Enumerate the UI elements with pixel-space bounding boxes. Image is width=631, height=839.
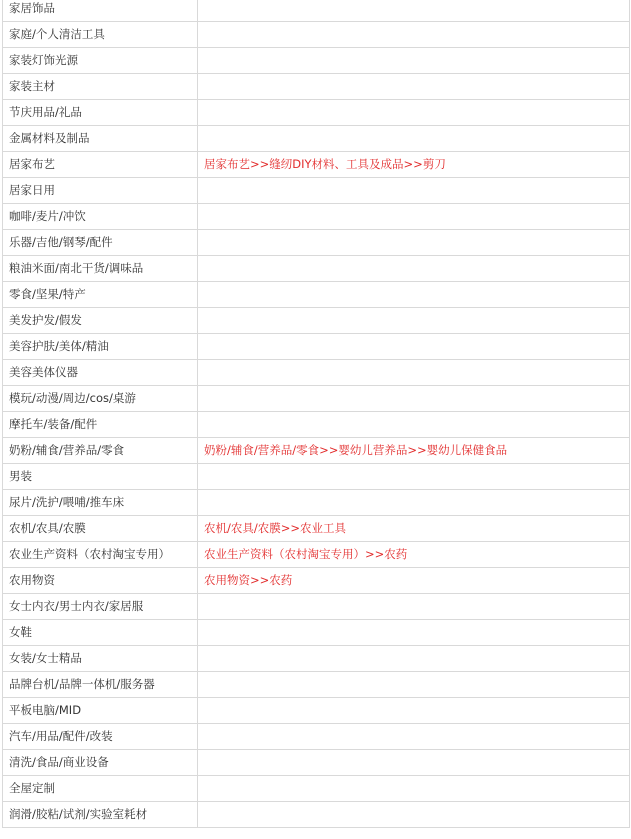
category-cell: 模玩/动漫/周边/cos/桌游 <box>3 386 198 412</box>
category-cell: 奶粉/辅食/营养品/零食 <box>3 438 198 464</box>
category-cell: 女鞋 <box>3 620 198 646</box>
table-row <box>3 360 630 386</box>
table-row <box>3 438 630 464</box>
category-cell: 节庆用品/礼品 <box>3 100 198 126</box>
category-path-cell: 农机/农具/农膜>>农业工具 <box>198 516 630 542</box>
table-row <box>3 672 630 698</box>
category-path-cell <box>198 698 630 724</box>
category-path-cell <box>198 74 630 100</box>
category-path-cell <box>198 126 630 152</box>
table-row <box>3 48 630 74</box>
table-row <box>3 620 630 646</box>
category-path-cell <box>198 646 630 672</box>
category-cell: 润滑/胶粘/试剂/实验室耗材 <box>3 802 198 828</box>
table-row <box>3 776 630 802</box>
category-cell: 男装 <box>3 464 198 490</box>
category-cell: 农业生产资料（农村淘宝专用） <box>3 542 198 568</box>
category-cell: 乐器/吉他/钢琴/配件 <box>3 230 198 256</box>
table-row <box>3 490 630 516</box>
table-row <box>3 178 630 204</box>
category-cell: 家居饰品 <box>3 0 198 22</box>
category-path-cell <box>198 386 630 412</box>
category-cell: 家庭/个人清洁工具 <box>3 22 198 48</box>
category-cell: 美发护发/假发 <box>3 308 198 334</box>
category-cell: 美容美体仪器 <box>3 360 198 386</box>
category-table-body <box>3 0 630 828</box>
category-cell: 金属材料及制品 <box>3 126 198 152</box>
category-cell: 尿片/洗护/喂哺/推车床 <box>3 490 198 516</box>
table-row <box>3 386 630 412</box>
table-row <box>3 646 630 672</box>
category-path-cell: 农用物资>>农药 <box>198 568 630 594</box>
category-path-cell: 奶粉/辅食/营养品/零食>>婴幼儿营养品>>婴幼儿保健食品 <box>198 438 630 464</box>
category-cell: 全屋定制 <box>3 776 198 802</box>
category-cell: 女士内衣/男士内衣/家居服 <box>3 594 198 620</box>
category-cell: 品牌台机/品牌一体机/服务器 <box>3 672 198 698</box>
category-path-cell <box>198 672 630 698</box>
category-cell: 汽车/用品/配件/改装 <box>3 724 198 750</box>
table-row <box>3 802 630 828</box>
category-cell: 家装主材 <box>3 74 198 100</box>
category-path-cell <box>198 750 630 776</box>
table-row <box>3 698 630 724</box>
table-row <box>3 0 630 22</box>
category-cell: 粮油米面/南北干货/调味品 <box>3 256 198 282</box>
category-path-cell: 农业生产资料（农村淘宝专用）>>农药 <box>198 542 630 568</box>
category-path-cell <box>198 360 630 386</box>
category-path-cell <box>198 620 630 646</box>
table-row <box>3 516 630 542</box>
category-path-cell <box>198 22 630 48</box>
table-row <box>3 74 630 100</box>
category-path-cell <box>198 594 630 620</box>
table-row <box>3 22 630 48</box>
category-cell: 零食/坚果/特产 <box>3 282 198 308</box>
category-path-cell <box>198 0 630 22</box>
category-path-cell <box>198 412 630 438</box>
category-path-cell <box>198 204 630 230</box>
category-cell: 咖啡/麦片/冲饮 <box>3 204 198 230</box>
table-row <box>3 256 630 282</box>
category-cell: 美容护肤/美体/精油 <box>3 334 198 360</box>
category-path-cell <box>198 776 630 802</box>
category-cell: 农用物资 <box>3 568 198 594</box>
category-path-cell <box>198 334 630 360</box>
category-path-cell <box>198 178 630 204</box>
table-row <box>3 724 630 750</box>
category-cell: 居家日用 <box>3 178 198 204</box>
category-cell: 摩托车/装备/配件 <box>3 412 198 438</box>
category-cell: 农机/农具/农膜 <box>3 516 198 542</box>
category-cell: 家装灯饰光源 <box>3 48 198 74</box>
table-row <box>3 282 630 308</box>
table-row <box>3 126 630 152</box>
category-path-cell <box>198 230 630 256</box>
table-row <box>3 594 630 620</box>
category-path-cell <box>198 802 630 828</box>
category-cell: 清洗/食品/商业设备 <box>3 750 198 776</box>
category-path-cell <box>198 724 630 750</box>
table-row <box>3 464 630 490</box>
category-cell: 平板电脑/MID <box>3 698 198 724</box>
category-path-cell <box>198 48 630 74</box>
table-row <box>3 412 630 438</box>
table-row <box>3 230 630 256</box>
category-path-cell <box>198 100 630 126</box>
table-row <box>3 152 630 178</box>
category-path-cell <box>198 282 630 308</box>
table-row <box>3 100 630 126</box>
category-path-cell <box>198 256 630 282</box>
category-path-cell <box>198 464 630 490</box>
category-table-container <box>2 0 630 828</box>
category-path-cell <box>198 308 630 334</box>
category-cell: 居家布艺 <box>3 152 198 178</box>
category-path-cell <box>198 490 630 516</box>
category-table <box>2 0 630 828</box>
category-cell: 女装/女士精品 <box>3 646 198 672</box>
table-row <box>3 542 630 568</box>
table-row <box>3 334 630 360</box>
table-row <box>3 750 630 776</box>
table-row <box>3 308 630 334</box>
category-path-cell: 居家布艺>>缝纫DIY材料、工具及成品>>剪刀 <box>198 152 630 178</box>
table-row <box>3 204 630 230</box>
table-row <box>3 568 630 594</box>
